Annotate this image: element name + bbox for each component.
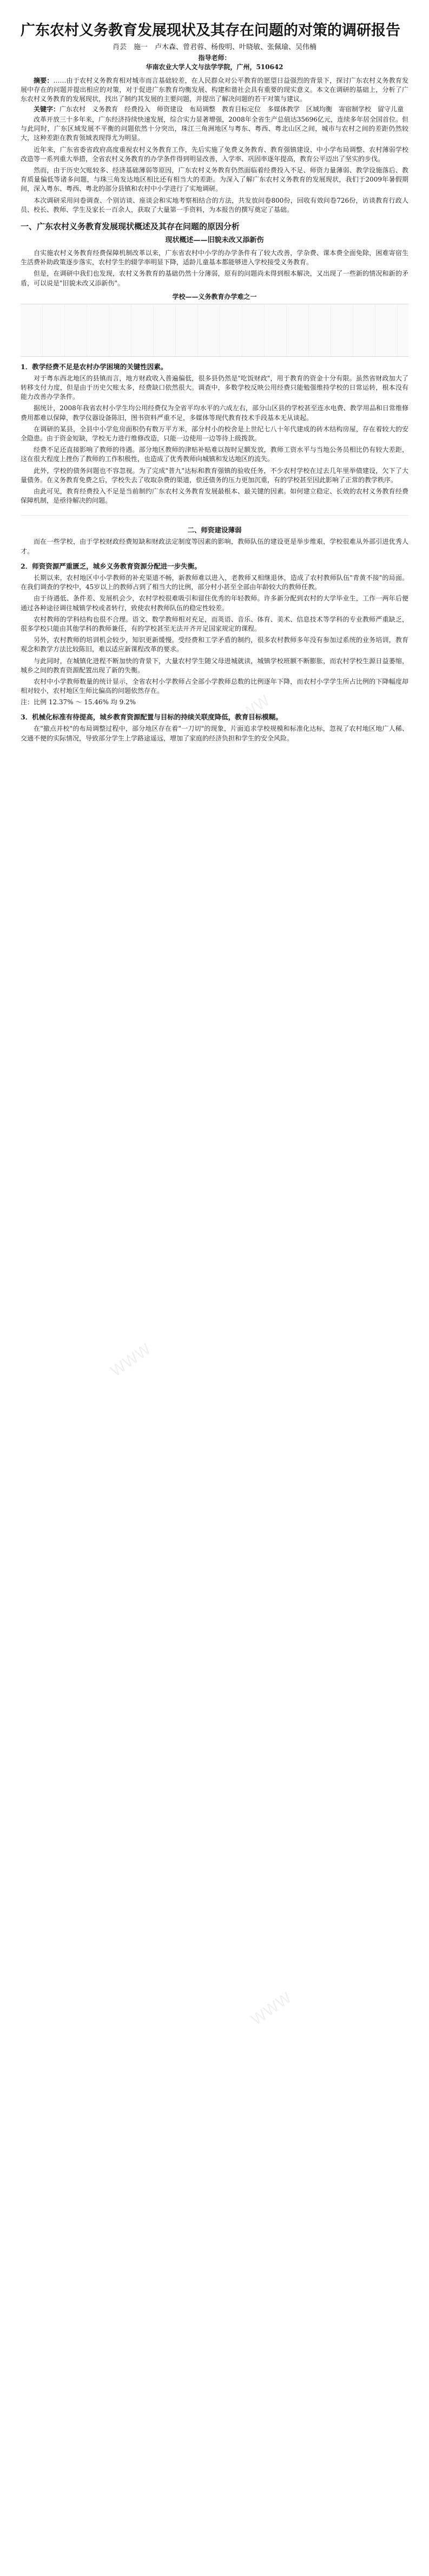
watermark: WWW — [248, 1988, 295, 2029]
keywords — [21, 105, 408, 114]
paragraph: 在"撤点并校"的布局调整过程中，部分地区存在着"一刀切"的现象，片面追求学校规模和标准化达标，忽视了农村地区地广人稀、交通不便的实际情况，导致部分学生上学路途遥远，增加了家庭的经济负担和学生的安全风险。 — [21, 725, 408, 742]
point-heading: 3．机械化标准有待提高，城乡教育资源配置与目标的持续关联度降低，教育目标模糊。 — [21, 713, 282, 722]
intro-section — [21, 115, 408, 215]
paragraph: 经费不足还直接影响了教师的待遇。部分地区教师的津贴补贴难以按时足额发放，教师工资水平与当地公务员相比仍有较大差距，这在很大程度上挫伤了教师的工作积极性，也造成了优秀教师向城镇和发达地区的流失。 — [21, 446, 408, 463]
paragraph: 在调研的某县，全县中小学危房面积仍有数万平方米，部分村小的校舍是上世纪七八十年代建成的砖木结构房屋，存在着较大的安全隐患。由于资金短缺，学校无力进行维修改造，只能一边使用一边等待上级拨款。 — [21, 425, 408, 443]
page-divider — [21, 515, 408, 516]
paragraph: 而在一些学校，由于学校财政经费短缺和财政法定制度等因素的影响，教师队伍的建设更是举步维艰，学校很难从外部引进优秀人才。 — [21, 538, 408, 555]
paragraph: 自实施农村义务教育经费保障机制改革以来，广东省农村中小学的办学条件有了较大改善，学杂费、课本费全面免除，困难寄宿生生活费补助政策逐步落实，农村学生的辍学率明显下降，适龄儿童基本都能够进入学校接受义务教育。 — [21, 249, 408, 266]
paragraph: 农村教师的学科结构也很不合理。语文、数学教师相对充足，而英语、音乐、体育、美术、信息技术等学科的专业教师严重缺乏，很多学校只能由其他学科的教师兼任，有的学校甚至无法开齐开足国家规定的课程。 — [21, 615, 408, 632]
point-heading: 1．教学经费不足是农村办学困境的关键性因素。 — [21, 362, 168, 371]
paragraph: 由此可见，教育经费投入不足是当前制约广东农村义务教育发展最根本、最关键的因素。如何建立稳定、长效的农村义务教育经费保障机制，是亟待解决的问题。 — [21, 488, 408, 505]
affiliation: 华南农业大学人文与法学学院，广州，510642 — [146, 63, 283, 71]
paragraph: 近年来，广东省委省政府高度重视农村义务教育工作，先后实施了免费义务教育、教育强镇建设、中小学布局调整、农村薄弱学校改造等一系列重大举措，全省农村义务教育的办学条件得到明显改善，入学率、巩固率逐年提高，教育公平迈出了坚实的步伐。 — [21, 145, 408, 163]
abstract-text: ……由于农村义务教育相对城市而言基础较差，在人民群众对公平教育的愿望日益强烈的背景下，探讨广东农村义务教育发展中存在的问题并提出相应的对策，对于促进广东教育均衡发展、构建和谐社会具有重要的现实意义。本文在调研的基础上，分析了广东农村义务教育的发展现状，找出了制约其发展的主要问题，并提出了解决问题的若干对策与建议。 — [21, 77, 408, 103]
section-heading: 一、广东农村义务教育发展现状概述及其存在问题的原因分析 — [21, 222, 240, 232]
paragraph: 长期以来，农村地区中小学教师的补充渠道不畅，新教师难以进入，老教师又相继退休，造成了农村教师队伍"青黄不接"的局面。在我们调查的学校中，45岁以上的教师占到了相当大的比例，部分村小甚至全部由年龄较大的教师任教。 — [21, 573, 408, 591]
document-page — [21, 22, 408, 745]
keywords-label: 关键字： — [34, 105, 60, 113]
subsection-heading: 现状概述——旧貌未改又添新伤 — [165, 236, 264, 245]
paragraph: 但是，在调研中我们也发现，农村义务教育的基础仍然十分薄弱，原有的问题尚未得到根本解决，又出现了一些新的情况和新的矛盾，可以说是"旧貌未改又添新伤"。 — [21, 270, 408, 287]
paragraph: 此外，学校的债务问题也不容忽视。为了完成"普九"达标和教育强镇的验收任务，不少农村学校在过去几年里举债建设，欠下了大量债务。在义务教育免费之后，学校失去了收取杂费的渠道，偿还债务的压力更加沉重，有的学校甚至因此影响了正常的教学秩序。 — [21, 466, 408, 484]
author-list: 肖芸 施一 卢木森、曾君蓉、杨俊明、叶晓敏、张佩瑜、吴伟楠 — [112, 43, 316, 51]
watermark: WWW — [96, 151, 144, 191]
abstract — [21, 76, 408, 104]
mid-heading: 二、师资建设薄弱 — [187, 526, 242, 535]
watermark: WWW — [226, 691, 274, 732]
figure-caption: 学校——义务教育办学难之一 — [172, 292, 257, 301]
paragraph: 然而，由于历史欠账较多、经济基础薄弱等原因，广东农村义务教育仍然面临着经费投入不足、师资力量薄弱、教学设施落后、教育质量偏低等诸多问题，与珠三角发达地区相比还有相当大的差距。为深入了解广东农村义务教育的发展现状，我们于2009年暑假期间，深入粤东、粤西、粤北的部分县镇和农村中小学进行了实地调研。 — [21, 166, 408, 193]
abstract-label: 摘要： — [34, 77, 54, 84]
advisor-line: 指导老师： — [198, 54, 231, 62]
paragraph: 本次调研采用问卷调查、个别访谈、座谈会和实地考察相结合的方法，共发放问卷800份，回收有效问卷726份，访谈教育行政人员、校长、教师、学生及家长一百余人，获取了大量第一手资料，为本报告的撰写奠定了基础。 — [21, 196, 408, 213]
paragraph: 与此同时，在城镇化进程不断加快的背景下，大量农村学生随父母进城就读，城镇学校班额不断膨胀，而农村学校生源日益萎缩，城乡之间的教育资源配置出现了新的失衡。 — [21, 657, 408, 674]
paragraph: 对于粤东西北地区的县镇而言，地方财政收入普遍偏低，很多县仍然是"吃饭财政"，用于教育的资金十分有限。虽然省财政加大了转移支付力度，但是由于历史欠账太多，经费缺口依然很大。调查中，多数学校反映公用经费只能勉强维持学校的日常运转，根本没有能力改善办学条件。 — [21, 374, 408, 401]
point-heading: 2．师资资源严重匮乏，城乡义务教育资源分配进一步失衡。 — [21, 562, 201, 570]
paragraph: 农村中小学教师数量的统计显示，全省农村小学教师占全部小学教师总数的比例逐年下降，而农村小学学生所占比例的下降幅度却相对较小，农村地区生师比偏高的问题依然存在。 — [21, 677, 408, 695]
document-title: 广东农村义务教育发展现状及其存在问题的对策的调研报告 — [21, 22, 400, 39]
ratio-note: 注：比例 12.37% ～ 15.46% 均 9.2% — [21, 698, 136, 706]
paragraph: 据统计，2008年我省农村小学生均公用经费仅为全省平均水平的六成左右，部分山区县的学校甚至连水电费、教学用品和日常维修费用都难以保障，教学仪器设备陈旧，图书资料严重不足，多媒体等现代教育技术手段基本无从谈起。 — [21, 404, 408, 422]
paragraph: 由于待遇低、条件差、发展机会少，农村学校很难吸引和留住优秀的年轻教师。许多新分配到农村的大学毕业生，工作一两年后便通过各种途径调往城镇学校或者转行，致使农村教师队伍的稳定性较差。 — [21, 595, 408, 612]
watermark: WWW — [107, 1340, 155, 1380]
paragraph: 另外，农村教师的培训机会较少，知识更新缓慢。受经费和工学矛盾的制约，很多农村教师多年没有参加过系统的业务培训，教育观念和教学方法比较陈旧，难以适应新课程改革的要求。 — [21, 636, 408, 653]
paragraph: 改革开放三十多年来，广东经济持续快速发展，综合实力显著增强，2008年全省生产总值达35696亿元，连续多年居全国首位。但与此同时，广东区域发展不平衡的问题依然十分突出，珠江三角洲地区与粤东、粤西、粤北山区之间，城市与农村之间的差距仍然较大，这种差距在教育领域表现得尤为明显。 — [21, 116, 408, 142]
figure-placeholder — [21, 304, 408, 357]
keywords-text: 广东农村 义务教育 经费投入 师资建设 布局调整 教育目标定位 多媒体教学 区域均衡 寄宿制学校 留守儿童 — [60, 105, 404, 113]
